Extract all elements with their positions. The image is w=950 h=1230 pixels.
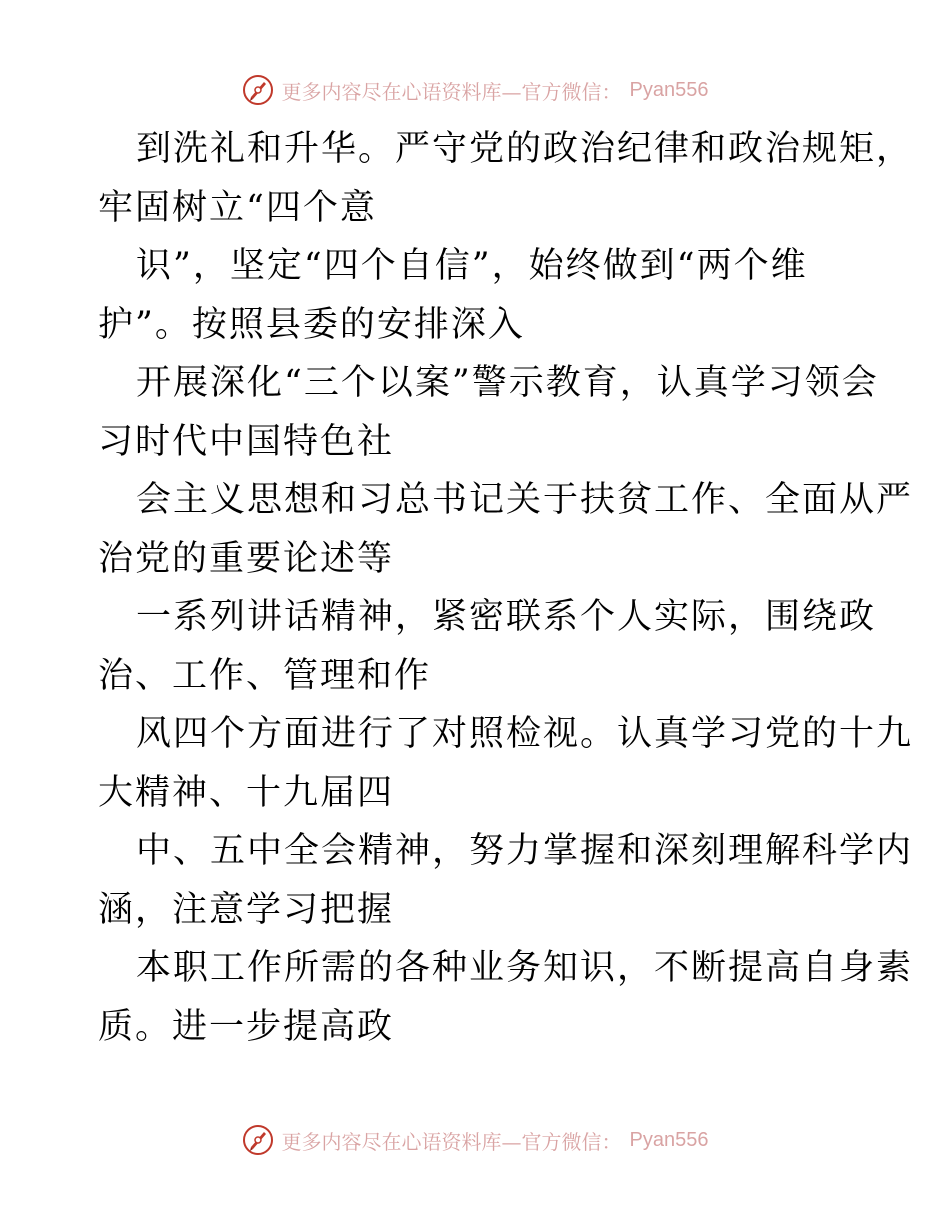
text-line-1: 到洗礼和升华。严守党的政治纪律和政治规矩， bbox=[136, 129, 914, 169]
text-line-15: 本职工作所需的各种业务知识，不断提高自身素 bbox=[136, 948, 914, 988]
text-line-7: 会主义思想和习总书记关于扶贫工作、全面从严 bbox=[136, 480, 914, 520]
text-line-4: 护”。按照县委的安排深入 bbox=[98, 304, 525, 345]
header-watermark-banner bbox=[0, 70, 950, 110]
text-line-16: 质。进一步提高政 bbox=[98, 1006, 395, 1047]
text-line-9: 一系列讲话精神，紧密联系个人实际，围绕政 bbox=[136, 597, 877, 637]
text-line-6: 习时代中国特色社 bbox=[98, 421, 395, 462]
quill-pen-logo-icon bbox=[242, 1124, 274, 1156]
text-line-2: 牢固树立“四个意 bbox=[98, 187, 377, 228]
text-line-12: 大精神、十九届四 bbox=[98, 772, 395, 813]
text-line-10: 治、工作、管理和作 bbox=[98, 655, 432, 696]
text-line-11: 风四个方面进行了对照检视。认真学习党的十九 bbox=[136, 714, 914, 754]
paragraph bbox=[98, 120, 914, 1056]
text-line-3: 识”，坚定“四个自信”，始终做到“两个维 bbox=[136, 246, 808, 286]
quill-pen-logo-icon bbox=[242, 74, 274, 106]
text-line-8: 治党的重要论述等 bbox=[98, 538, 395, 579]
footer-watermark-banner bbox=[0, 1120, 950, 1160]
text-line-5: 开展深化“三个以案”警示教育，认真学习领会 bbox=[136, 363, 879, 403]
header-banner-text: 更多内容尽在心语资料库—官方微信： bbox=[281, 79, 622, 104]
header-wechat-id: Pyan556 bbox=[629, 78, 709, 101]
text-line-13: 中、五中全会精神，努力掌握和深刻理解科学内 bbox=[136, 831, 914, 871]
footer-wechat-id: Pyan556 bbox=[629, 1128, 709, 1151]
footer-banner-text: 更多内容尽在心语资料库—官方微信： bbox=[281, 1129, 622, 1154]
document-body bbox=[98, 120, 914, 1056]
text-line-14: 涵，注意学习把握 bbox=[98, 889, 395, 930]
